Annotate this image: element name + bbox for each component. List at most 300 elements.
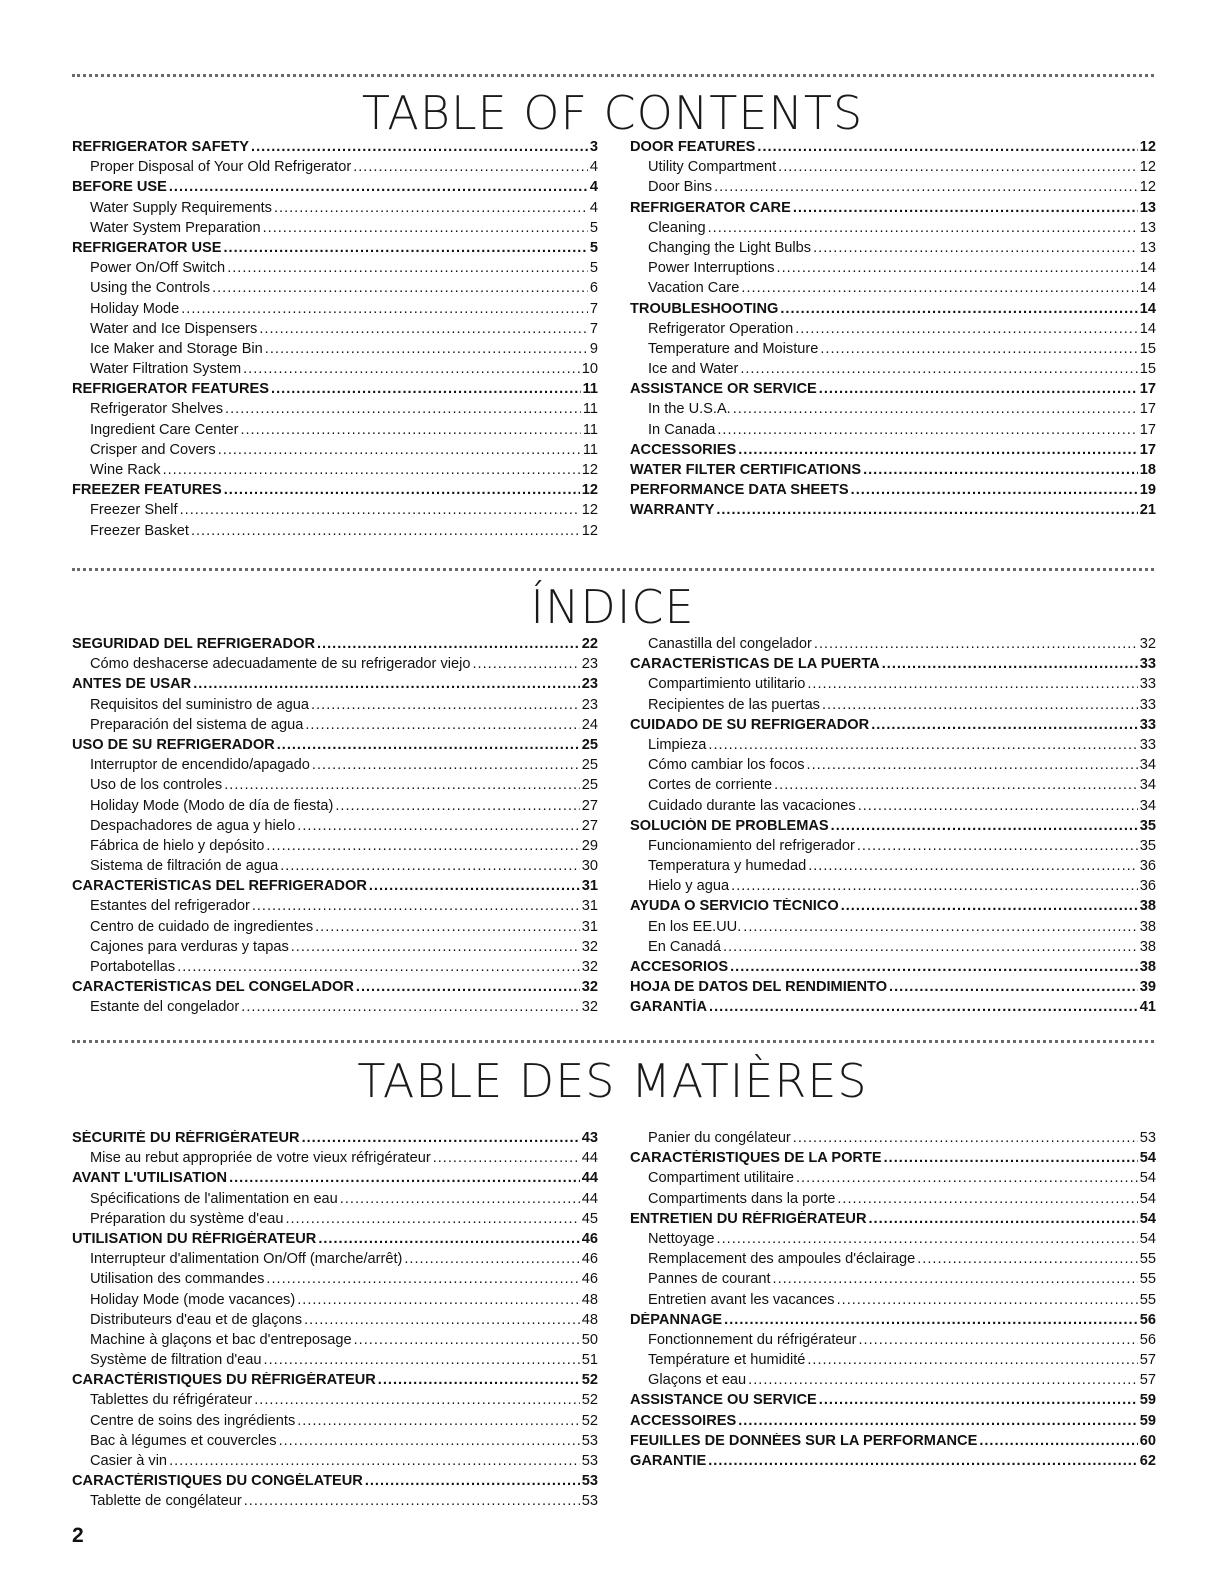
toc-entry-title: Entretien avant les vacances — [648, 1291, 835, 1308]
toc-page-number: 13 — [1139, 239, 1156, 256]
toc-subentry — [72, 959, 598, 979]
toc-subentry — [72, 1191, 598, 1211]
dot-leader — [305, 717, 579, 733]
toc-subentry — [630, 798, 1156, 818]
toc-subentry — [630, 1251, 1156, 1271]
toc-subentry — [630, 1352, 1156, 1372]
toc-heading-entry — [630, 1392, 1156, 1412]
dot-leader — [796, 1170, 1138, 1186]
dot-leader — [774, 777, 1138, 793]
dot-leader — [229, 1170, 580, 1186]
toc-subentry — [72, 200, 598, 220]
toc-entry-title: GARANTÍA — [630, 999, 708, 1016]
dot-leader — [218, 442, 581, 458]
dot-leader — [285, 1211, 579, 1227]
toc-column-left-english — [72, 139, 598, 543]
toc-page-number: 4 — [589, 199, 598, 216]
toc-entry-title: Uso de los controles — [90, 777, 223, 794]
toc-entry-title: BEFORE USE — [72, 179, 167, 196]
toc-page-number: 25 — [581, 736, 598, 753]
toc-page-number: 52 — [581, 1372, 598, 1389]
toc-subentry — [630, 1191, 1156, 1211]
toc-entry-title: SÉCURITÉ DU RÉFRIGÉRATEUR — [72, 1130, 300, 1146]
toc-page-number: 52 — [581, 1412, 598, 1429]
toc-entry-title: Refrigerator Shelves — [90, 401, 224, 418]
dot-leader — [819, 1392, 1138, 1408]
toc-page-number: 25 — [581, 757, 598, 774]
toc-page-number: 53 — [581, 1453, 598, 1469]
toc-entry-title: AVANT L'UTILISATION — [72, 1170, 228, 1187]
toc-subentry — [72, 1271, 598, 1291]
toc-page-number: 11 — [582, 401, 598, 418]
dot-leader — [354, 1332, 580, 1348]
dot-leader — [224, 777, 580, 793]
toc-subentry — [72, 717, 598, 737]
dot-leader — [724, 1312, 1138, 1328]
toc-page-number: 54 — [1139, 1150, 1156, 1167]
toc-entry-title: CARACTERÍSTICAS DEL REFRIGERADOR — [72, 878, 367, 895]
toc-entry-title: Wine Rack — [90, 462, 161, 478]
dot-leader — [858, 1332, 1137, 1348]
toc-page-number: 55 — [1139, 1251, 1156, 1268]
dot-leader — [241, 999, 579, 1015]
toc-entry-title: Centre de soins des ingrédients — [90, 1412, 296, 1429]
toc-heading-entry — [630, 502, 1156, 522]
dot-leader — [302, 1130, 580, 1146]
toc-subentry — [630, 777, 1156, 797]
toc-page-number: 33 — [1139, 736, 1156, 753]
toc-subentry — [72, 341, 598, 361]
dot-leader — [709, 999, 1138, 1015]
toc-entry-title: Utility Compartment — [648, 159, 777, 176]
toc-page-number: 32 — [581, 979, 598, 996]
toc-subentry — [72, 1292, 598, 1312]
toc-entry-title: CARACTERÍSTICAS DEL CONGELADOR — [72, 979, 354, 996]
toc-page-number: 55 — [1139, 1271, 1156, 1288]
toc-entry-title: In Canada — [648, 421, 716, 438]
toc-page-number: 5 — [589, 219, 598, 236]
dot-leader — [191, 523, 580, 539]
dot-leader — [163, 462, 580, 478]
dot-leader — [279, 1433, 580, 1449]
dot-leader — [831, 818, 1138, 834]
toc-page-number: 44 — [581, 1170, 598, 1187]
toc-page-number: 33 — [1139, 656, 1156, 673]
dot-leader — [181, 301, 588, 317]
toc-page-number: 45 — [581, 1210, 598, 1227]
toc-subentry — [72, 1352, 598, 1372]
toc-subentry — [72, 1413, 598, 1433]
dot-leader — [277, 737, 580, 753]
toc-entry-title: Canastilla del congelador — [648, 636, 812, 652]
dot-leader — [280, 858, 580, 874]
toc-entry-title: HOJA DE DATOS DEL RENDIMIENTO — [630, 979, 888, 996]
toc-page-number: 56 — [1139, 1311, 1156, 1328]
toc-subentry — [72, 838, 598, 858]
dot-leader — [265, 341, 588, 357]
toc-subentry — [630, 1332, 1156, 1352]
toc-entry-title: CUIDADO DE SU REFRIGERADOR — [630, 716, 870, 733]
toc-subentry — [630, 919, 1156, 939]
section-divider — [72, 74, 1154, 77]
dot-leader — [814, 636, 1138, 652]
toc-entry-title: ASSISTANCE OU SERVICE — [630, 1392, 817, 1409]
dot-leader — [224, 482, 580, 498]
toc-heading-entry — [72, 636, 598, 656]
toc-entry-title: Machine à glaçons et bac d'entreposage — [90, 1331, 352, 1348]
toc-column-left-spanish — [72, 636, 598, 1020]
toc-subentry — [630, 1292, 1156, 1312]
toc-page-number: 50 — [581, 1331, 598, 1348]
toc-page-number: 11 — [582, 421, 598, 438]
toc-heading-entry — [72, 179, 598, 199]
dot-leader — [193, 676, 580, 692]
toc-heading-entry — [72, 1170, 598, 1190]
dot-leader — [212, 280, 588, 296]
dot-leader — [318, 1231, 579, 1247]
dot-leader — [717, 1231, 1138, 1247]
toc-page-number: 31 — [581, 918, 598, 935]
toc-entry-title: Estantes del refrigerador — [90, 898, 250, 915]
toc-entry-title: FEUILLES DE DONNÉES SUR LA PERFORMANCE — [630, 1432, 978, 1449]
toc-subentry — [630, 838, 1156, 858]
toc-page-number: 9 — [589, 340, 598, 357]
toc-page-number: 38 — [1139, 959, 1156, 975]
toc-page-number: 13 — [1139, 199, 1156, 216]
toc-entry-title: Temperatura y humedad — [648, 858, 807, 875]
dot-leader — [743, 919, 1137, 935]
toc-entry-title: CARACTÉRISTIQUES DU RÉFRIGÉRATEUR — [72, 1372, 376, 1389]
toc-page-number: 21 — [1139, 502, 1156, 519]
toc-page-number: 27 — [581, 797, 598, 814]
toc-heading-entry — [630, 442, 1156, 462]
dot-leader — [169, 179, 588, 195]
dot-leader — [979, 1433, 1137, 1449]
dot-leader — [297, 818, 579, 834]
toc-page-number: 12 — [1139, 159, 1156, 176]
toc-heading-entry — [630, 301, 1156, 321]
toc-entry-title: Funcionamiento del refrigerador — [648, 837, 855, 854]
section-divider — [72, 1040, 1154, 1043]
toc-subentry — [72, 301, 598, 321]
toc-entry-title: Recipientes de las puertas — [648, 696, 820, 713]
dot-leader — [304, 1312, 580, 1328]
toc-page-number: 55 — [1139, 1291, 1156, 1308]
toc-subentry — [630, 878, 1156, 898]
toc-page-number: 34 — [1139, 777, 1156, 794]
toc-entry-title: Holiday Mode (Modo de día de fiesta) — [90, 797, 334, 814]
toc-heading-entry — [630, 139, 1156, 159]
toc-subentry — [72, 777, 598, 797]
toc-page-number: 14 — [1139, 280, 1156, 297]
toc-entry-title: Remplacement des ampoules d'éclairage — [648, 1251, 916, 1268]
toc-subentry — [630, 321, 1156, 341]
toc-entry-title: Distributeurs d'eau et de glaçons — [90, 1311, 303, 1328]
dot-leader — [882, 656, 1138, 672]
toc-entry-title: Fonctionnement du réfrigérateur — [648, 1331, 857, 1348]
toc-entry-title: Tablettes du réfrigérateur — [90, 1392, 253, 1409]
toc-entry-title: Cortes de corriente — [648, 777, 773, 794]
toc-subentry — [630, 636, 1156, 656]
toc-entry-title: TROUBLESHOOTING — [630, 300, 779, 317]
toc-column-right-french — [630, 1130, 1156, 1473]
dot-leader — [757, 139, 1137, 155]
toc-entry-title: PERFORMANCE DATA SHEETS — [630, 482, 849, 499]
toc-page-number: 14 — [1139, 260, 1156, 277]
toc-subentry — [72, 220, 598, 240]
dot-leader — [404, 1251, 579, 1267]
toc-page-number: 38 — [1139, 938, 1156, 955]
toc-heading-entry — [630, 717, 1156, 737]
toc-entry-title: Holiday Mode (mode vacances) — [90, 1291, 296, 1308]
dot-leader — [793, 200, 1138, 216]
toc-page-number: 18 — [1139, 462, 1156, 478]
toc-heading-entry — [630, 959, 1156, 979]
dot-leader — [433, 1150, 580, 1166]
toc-page-number: 27 — [581, 817, 598, 834]
dot-leader — [252, 898, 580, 914]
section-divider — [72, 568, 1154, 571]
toc-entry-title: Interruptor de encendido/apagado — [90, 757, 310, 774]
toc-subentry — [72, 1392, 598, 1412]
toc-entry-title: Préparation du système d'eau — [90, 1210, 284, 1227]
dot-leader — [317, 636, 580, 652]
toc-page-number: 46 — [581, 1230, 598, 1247]
toc-subentry — [72, 1251, 598, 1271]
toc-entry-title: Temperature and Moisture — [648, 340, 819, 357]
dot-leader — [244, 1493, 580, 1509]
toc-entry-title: Cleaning — [648, 219, 706, 236]
dot-leader — [868, 1211, 1137, 1227]
toc-entry-title: Freezer Basket — [90, 522, 189, 539]
dot-leader — [822, 697, 1138, 713]
dot-leader — [731, 878, 1138, 894]
toc-heading-entry — [630, 1433, 1156, 1453]
dot-leader — [312, 757, 580, 773]
toc-page-number: 3 — [589, 139, 598, 155]
dot-leader — [773, 1271, 1138, 1287]
toc-entry-title: Ingredient Care Center — [90, 421, 239, 438]
toc-subentry — [630, 1231, 1156, 1251]
toc-subentry — [72, 502, 598, 522]
toc-subentry — [72, 1150, 598, 1170]
toc-entry-title: Nettoyage — [648, 1230, 715, 1247]
toc-entry-title: UTILISATION DU RÉFRIGÉRATEUR — [72, 1230, 317, 1247]
toc-subentry — [72, 523, 598, 543]
dot-leader — [793, 1130, 1138, 1146]
dot-leader — [889, 979, 1138, 995]
toc-page-number: 59 — [1139, 1392, 1156, 1409]
dot-leader — [871, 717, 1138, 733]
toc-subentry — [630, 1271, 1156, 1291]
toc-subentry — [72, 1493, 598, 1513]
toc-page-number: 38 — [1139, 898, 1156, 915]
dot-leader — [365, 1473, 580, 1489]
dot-leader — [813, 240, 1138, 256]
dot-leader — [225, 401, 581, 417]
dot-leader — [297, 1413, 580, 1429]
toc-heading-entry — [72, 1372, 598, 1392]
toc-page-number: 53 — [1139, 1130, 1156, 1146]
toc-page-number: 15 — [1139, 340, 1156, 357]
toc-heading-entry — [630, 1453, 1156, 1473]
toc-subentry — [72, 361, 598, 381]
dot-leader — [708, 737, 1137, 753]
toc-page-number: 11 — [582, 381, 598, 398]
toc-page-number: 34 — [1139, 757, 1156, 774]
toc-column-left-french — [72, 1130, 598, 1514]
toc-page-number: 13 — [1139, 219, 1156, 236]
toc-entry-title: Spécifications de l'alimentation en eau — [90, 1190, 338, 1207]
dot-leader — [378, 1372, 580, 1388]
toc-page-number: 59 — [1139, 1412, 1156, 1429]
toc-entry-title: AYUDA O SERVICIO TÉCNICO — [630, 898, 839, 915]
toc-page-number: 12 — [581, 522, 598, 539]
toc-heading-entry — [72, 1231, 598, 1251]
toc-entry-title: Compartimiento utilitario — [648, 676, 806, 693]
toc-page-number: 54 — [1139, 1230, 1156, 1247]
toc-entry-title: Crisper and Covers — [90, 441, 216, 458]
toc-page-number: 6 — [589, 280, 598, 297]
toc-page-number: 36 — [1139, 858, 1156, 875]
toc-page-number: 48 — [581, 1291, 598, 1308]
toc-page-number: 12 — [1139, 179, 1156, 196]
toc-page-number: 29 — [581, 837, 598, 854]
toc-subentry — [72, 462, 598, 482]
toc-entry-title: Cuidado durante las vacaciones — [648, 797, 856, 814]
toc-page-number: 23 — [581, 676, 598, 693]
dot-leader — [807, 676, 1137, 692]
toc-subentry — [630, 240, 1156, 260]
toc-entry-title: Requisitos del suministro de agua — [90, 696, 310, 713]
toc-subentry — [72, 898, 598, 918]
dot-leader — [777, 260, 1138, 276]
toc-subentry — [630, 1372, 1156, 1392]
dot-leader — [857, 838, 1138, 854]
toc-heading-entry — [72, 1130, 598, 1150]
toc-heading-entry — [72, 878, 598, 898]
toc-page-number: 7 — [589, 300, 598, 317]
toc-page-number: 19 — [1139, 482, 1156, 499]
toc-page-number: 33 — [1139, 716, 1156, 733]
toc-page-number: 57 — [1139, 1352, 1156, 1369]
toc-subentry — [630, 220, 1156, 240]
toc-subentry — [72, 1211, 598, 1231]
dot-leader — [266, 1271, 579, 1287]
toc-entry-title: CARACTÉRISTIQUES DU CONGÉLATEUR — [72, 1473, 363, 1490]
toc-entry-title: Mise au rebut appropriée de votre vieux réfrigérateur — [90, 1150, 431, 1167]
toc-page-number: 17 — [1139, 381, 1156, 398]
toc-subentry — [72, 1433, 598, 1453]
toc-page-number: 53 — [581, 1493, 598, 1510]
toc-entry-title: Cómo deshacerse adecuadamente de su refrigerador viejo — [90, 656, 471, 673]
toc-page-number: 24 — [581, 716, 598, 733]
toc-entry-title: Hielo y agua — [648, 878, 730, 895]
toc-entry-title: DÉPANNAGE — [630, 1311, 723, 1328]
dot-leader — [264, 1352, 580, 1368]
toc-subentry — [72, 818, 598, 838]
toc-entry-title: Utilisation des commandes — [90, 1271, 265, 1288]
dot-leader — [808, 858, 1138, 874]
toc-page-number: 39 — [1139, 979, 1156, 996]
toc-subentry — [630, 697, 1156, 717]
toc-page-number: 30 — [581, 858, 598, 875]
toc-page-number: 38 — [1139, 918, 1156, 935]
toc-subentry — [630, 1170, 1156, 1190]
toc-entry-title: Ice and Water — [648, 361, 739, 378]
toc-subentry — [72, 401, 598, 421]
toc-page-number: 62 — [1139, 1453, 1156, 1469]
toc-heading-entry — [72, 482, 598, 502]
dot-leader — [714, 179, 1138, 195]
toc-entry-title: ENTRETIEN DU RÉFRIGÉRATEUR — [630, 1210, 867, 1227]
dot-leader — [340, 1191, 580, 1207]
toc-entry-title: Cómo cambiar los focos — [648, 757, 805, 774]
toc-page-number: 32 — [1139, 636, 1156, 652]
dot-leader — [708, 220, 1138, 236]
toc-page-number: 17 — [1139, 421, 1156, 438]
toc-entry-title: Casier à vin — [90, 1453, 168, 1469]
toc-page-number: 60 — [1139, 1432, 1156, 1449]
toc-subentry — [630, 737, 1156, 757]
toc-page-number: 57 — [1139, 1372, 1156, 1389]
dot-leader — [259, 321, 588, 337]
dot-leader — [717, 422, 1137, 438]
dot-leader — [335, 798, 579, 814]
toc-entry-title: Sistema de filtración de agua — [90, 858, 279, 875]
dot-leader — [738, 1413, 1138, 1429]
toc-entry-title: Système de filtration d'eau — [90, 1352, 262, 1369]
toc-page-number: 53 — [581, 1473, 598, 1490]
toc-subentry — [72, 697, 598, 717]
dot-leader — [297, 1292, 580, 1308]
dot-leader — [291, 939, 580, 955]
toc-page-number: 22 — [581, 636, 598, 652]
toc-subentry — [630, 676, 1156, 696]
toc-page-number: 33 — [1139, 696, 1156, 713]
toc-entry-title: Water Filtration System — [90, 361, 242, 378]
toc-entry-title: SEGURIDAD DEL REFRIGERADOR — [72, 636, 315, 652]
dot-leader — [263, 220, 588, 236]
toc-subentry — [630, 422, 1156, 442]
toc-entry-title: Glaçons et eau — [648, 1372, 747, 1389]
toc-page-number: 14 — [1139, 300, 1156, 317]
toc-subentry — [72, 999, 598, 1019]
dot-leader — [266, 838, 579, 854]
toc-heading-entry — [630, 482, 1156, 502]
toc-heading-entry — [72, 381, 598, 401]
toc-entry-title: Bac à légumes et couvercles — [90, 1432, 277, 1449]
toc-page-number: 52 — [581, 1392, 598, 1409]
dot-leader — [271, 381, 581, 397]
toc-entry-title: Preparación del sistema de agua — [90, 716, 304, 733]
toc-entry-title: SOLUCIÓN DE PROBLEMAS — [630, 817, 829, 834]
dot-leader — [795, 321, 1138, 337]
toc-page-number: 48 — [581, 1311, 598, 1328]
toc-subentry — [630, 858, 1156, 878]
section-title-english: TABLE OF CONTENTS — [361, 86, 864, 140]
toc-entry-title: REFRIGERATOR SAFETY — [72, 139, 250, 155]
toc-entry-title: Portabotellas — [90, 959, 176, 975]
toc-entry-title: WARRANTY — [630, 502, 715, 519]
dot-leader — [837, 1191, 1137, 1207]
toc-heading-entry — [630, 1211, 1156, 1231]
dot-leader — [807, 757, 1138, 773]
toc-entry-title: Freezer Shelf — [90, 502, 178, 519]
dot-leader — [240, 422, 580, 438]
toc-heading-entry — [630, 979, 1156, 999]
toc-entry-title: Limpieza — [648, 736, 707, 753]
